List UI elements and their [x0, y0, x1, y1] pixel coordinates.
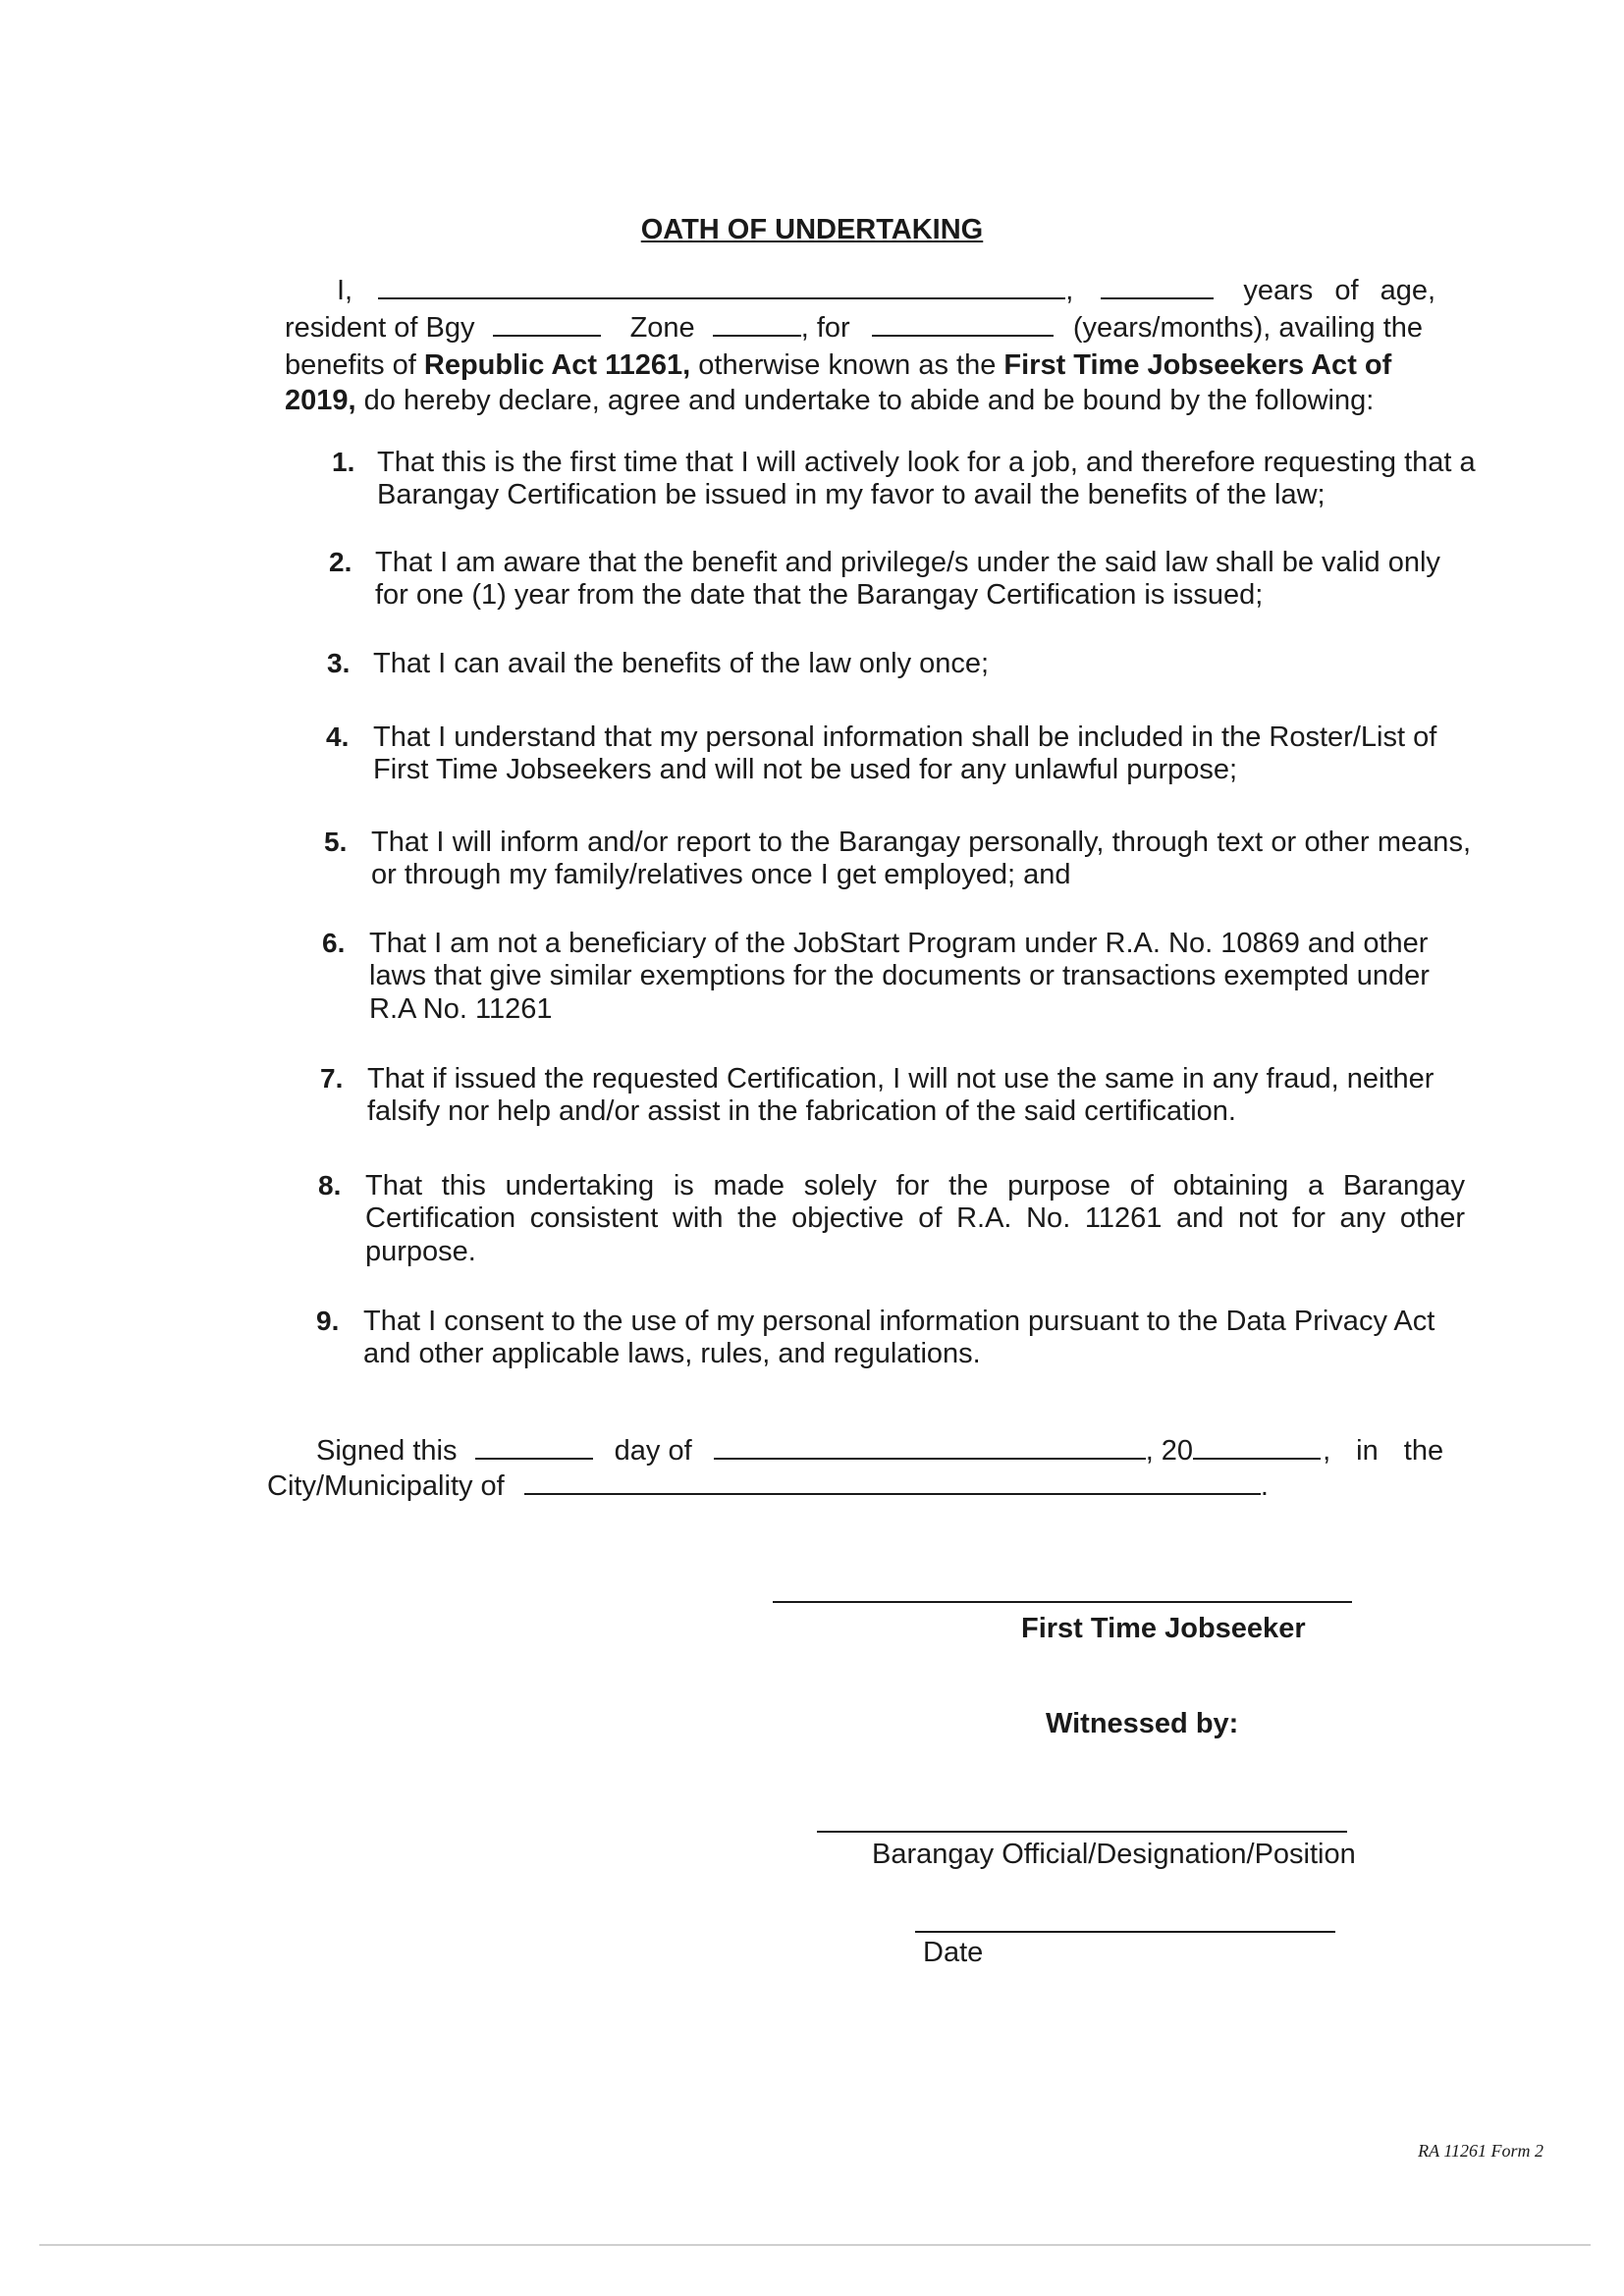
page-bottom-rule	[39, 2244, 1591, 2246]
city-period: .	[1260, 1470, 1269, 1502]
city-blank[interactable]	[524, 1492, 1261, 1495]
signed-line-1	[316, 1435, 1443, 1468]
item-text-1: That this is the first time that I will actively look for a job, and therefore requesting that a Barangay Certification be issued in my favor to avail the benefits of the law;	[377, 447, 1476, 511]
zone-blank[interactable]	[713, 334, 801, 337]
date-label: Date	[923, 1937, 984, 1968]
item-number-6: 6.	[322, 928, 346, 958]
item-number-4: 4.	[326, 721, 350, 752]
day-of-label: day of	[614, 1435, 692, 1467]
resident-label: resident of Bgy	[285, 312, 475, 344]
intro-line-2	[285, 312, 1423, 345]
item-text-9: That I consent to the use of my personal information pursuant to the Data Privacy Act and other applicable laws, rules, and regulations.	[363, 1306, 1435, 1370]
benefits-of-label: benefits of	[285, 349, 416, 381]
act-name-label: First Time Jobseekers Act of	[1003, 349, 1392, 381]
year-prefix-label: , 20	[1145, 1435, 1194, 1467]
item-text-3: That I can avail the benefits of the law only once;	[373, 648, 990, 679]
item-text-5: That I will inform and/or report to the Barangay personally, through text or other means, or through my family/relatives once I get employed; and	[371, 827, 1471, 891]
signed-this-label: Signed this	[316, 1435, 458, 1467]
intro-line-4	[285, 385, 1374, 417]
official-label: Barangay Official/Designation/Position	[872, 1839, 1356, 1870]
item-number-7: 7.	[320, 1063, 344, 1094]
in-the-label: , in the	[1323, 1435, 1444, 1467]
name-blank[interactable]	[378, 296, 1065, 299]
item-text-4: That I understand that my personal information shall be included in the Roster/List of First Time Jobseekers and will not be used for any unlawful purpose;	[373, 721, 1437, 786]
declare-label: do hereby declare, agree and undertake to abide and be bound by the following:	[363, 385, 1375, 416]
item-text-7: That if issued the requested Certification, I will not use the same in any fraud, neither falsify nor help and/or assist in the fabrication of the said certification.	[367, 1063, 1435, 1128]
month-blank[interactable]	[714, 1457, 1146, 1460]
item-text-2: That I am aware that the benefit and privilege/s under the said law shall be valid only for one (1) year from the date that the Barangay Certification is issued;	[375, 547, 1440, 612]
republic-act-label: Republic Act 11261,	[423, 349, 691, 381]
item-number-3: 3.	[327, 648, 351, 678]
act-year-label: 2019,	[285, 385, 356, 416]
signed-line-2	[267, 1470, 1269, 1503]
intro-line-3	[285, 349, 1391, 382]
city-label: City/Municipality of	[267, 1470, 505, 1502]
age-blank[interactable]	[1101, 296, 1214, 299]
year-blank[interactable]	[1193, 1457, 1321, 1460]
years-months-label: (years/months), availing the	[1072, 312, 1424, 344]
item-number-8: 8.	[318, 1170, 342, 1201]
intro-i: I,	[337, 275, 353, 306]
jobseeker-signature-line[interactable]	[773, 1601, 1352, 1603]
item-text-8: That this undertaking is made solely for the purpose of obtaining a Barangay Certification consistent with the objective of R.A. No. 11261 and not for any other purpose.	[365, 1170, 1465, 1267]
intro-line-1	[337, 275, 1435, 307]
item-number-1: 1.	[332, 447, 355, 477]
day-blank[interactable]	[475, 1457, 593, 1460]
item-number-5: 5.	[324, 827, 348, 857]
item-number-2: 2.	[329, 547, 352, 577]
years-of-age-label: years of age,	[1243, 275, 1436, 306]
form-reference: RA 11261 Form 2	[1418, 2141, 1543, 2161]
official-signature-line[interactable]	[817, 1831, 1347, 1833]
otherwise-known-label: otherwise known as the	[698, 349, 997, 381]
intro-comma: ,	[1065, 275, 1074, 306]
item-text-6: That I am not a beneficiary of the JobStart Program under R.A. No. 10869 and other laws that give similar exemptions for the documents or transactions exempted under R.A No. 11261	[369, 928, 1430, 1025]
zone-label: Zone	[629, 312, 695, 344]
duration-blank[interactable]	[872, 334, 1054, 337]
for-label: , for	[800, 312, 850, 344]
item-number-9: 9.	[316, 1306, 340, 1336]
witnessed-by-label: Witnessed by:	[1046, 1708, 1239, 1739]
jobseeker-label: First Time Jobseeker	[1021, 1613, 1306, 1644]
barangay-blank[interactable]	[493, 334, 601, 337]
document-title: OATH OF UNDERTAKING	[640, 214, 984, 245]
date-signature-line[interactable]	[915, 1931, 1335, 1933]
